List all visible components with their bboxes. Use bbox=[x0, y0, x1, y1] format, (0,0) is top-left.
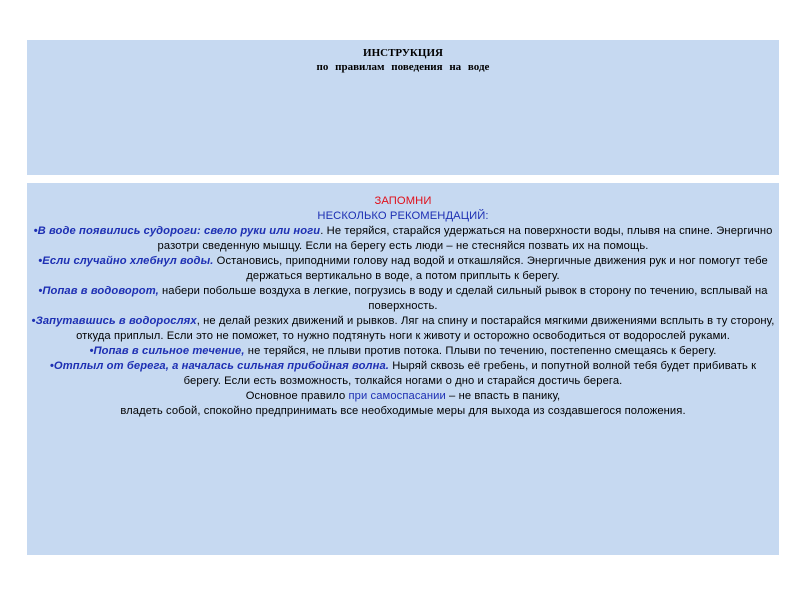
recommendations-block bbox=[30, 194, 776, 419]
recommendation-item bbox=[30, 314, 776, 344]
bullet-icon: • bbox=[38, 255, 43, 267]
page-title bbox=[27, 46, 779, 74]
item-lead: В воде появились судороги: свело руки или ноги bbox=[37, 225, 321, 237]
subtitle-text: по правилам поведения на воде bbox=[316, 61, 490, 73]
item-text: набери побольше воздуха в легкие, погрузись в воду и сделай сильный рывок в сторону по течению, всплывай на поверхность. bbox=[158, 285, 768, 312]
header-panel bbox=[27, 40, 779, 175]
title-text: ИНСТРУКЦИЯ bbox=[363, 47, 443, 59]
main-rule-line2: владеть собой, спокойно предпринимать все необходимые меры для выхода из создавшегося положения. bbox=[120, 405, 686, 417]
bullet-icon: • bbox=[31, 315, 36, 327]
item-lead: Попав в водоворот, bbox=[42, 285, 159, 297]
rule-prefix: Основное правило bbox=[245, 390, 349, 402]
main-rule bbox=[30, 389, 776, 404]
item-lead: Запутавшись в водорослях bbox=[35, 315, 197, 327]
recommendation-item bbox=[30, 284, 776, 314]
recommendation-item bbox=[30, 359, 776, 389]
recommendation-item bbox=[30, 344, 776, 359]
item-text: не теряйся, не плыви против потока. Плыви по течению, постепенно смещаясь к берегу. bbox=[244, 345, 717, 357]
content-panel bbox=[27, 183, 779, 555]
remember-heading: ЗАПОМНИ bbox=[374, 195, 432, 207]
item-text: , не делай резких движений и рывков. Ляг на спину и постарайся мягкими движениями всплыть в ту сторону, откуда приплыл. Если это не поможет, то нужно подтянуть ноги к животу и осторожно освободиться от водорослей руками. bbox=[76, 315, 775, 342]
item-lead: Попав в сильное течение, bbox=[93, 345, 245, 357]
item-lead: Отплыл от берега, а началась сильная прибойная волна. bbox=[53, 360, 390, 372]
bullet-icon: • bbox=[33, 225, 38, 237]
recommendation-item bbox=[30, 224, 776, 254]
bullet-icon: • bbox=[38, 285, 43, 297]
item-text: Ныряй сквозь её гребень, и попутной волной тебя будет прибивать к берегу. Если есть возможность, толкайся ногами о дно и старайся достичь берега. bbox=[183, 360, 757, 387]
rule-highlight: при самоспасании bbox=[348, 390, 446, 402]
recommendations-heading: НЕСКОЛЬКО РЕКОМЕНДАЦИЙ: bbox=[317, 210, 489, 222]
bullet-icon: • bbox=[49, 360, 54, 372]
bullet-icon: • bbox=[89, 345, 94, 357]
item-text: Остановись, приподними голову над водой и откашляйся. Энергичные движения рук и ног помогут тебе держаться вертикально в воде, а потом приплыть к берегу. bbox=[213, 255, 768, 282]
rule-suffix: – не впасть в панику, bbox=[445, 390, 561, 402]
item-text: . Не теряйся, старайся удержаться на поверхности воды, плывя на спине. Энергично разотри сведенную мышцу. Если на берегу есть люди – не стесняйся позвать их на помощь. bbox=[157, 225, 773, 252]
recommendation-item bbox=[30, 254, 776, 284]
item-lead: Если случайно хлебнул воды. bbox=[42, 255, 214, 267]
